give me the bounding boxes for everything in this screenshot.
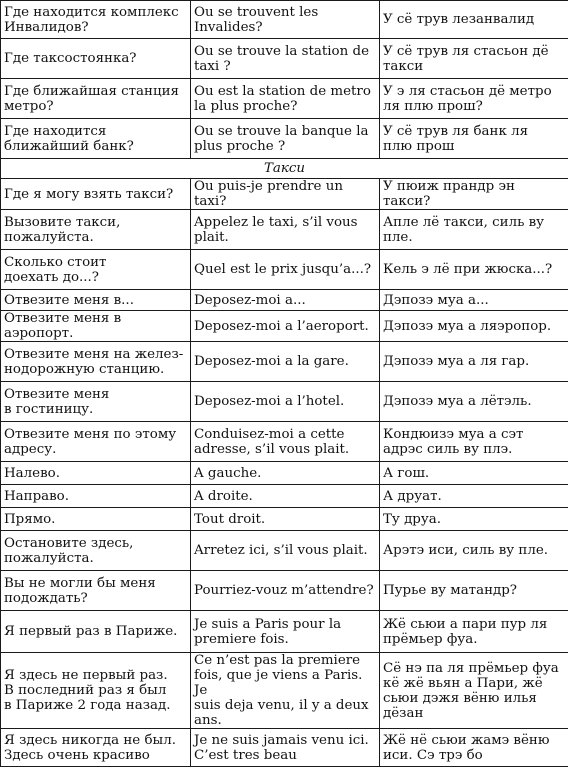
french-phrase: Arretez ici, s’il vous plait. [191, 531, 380, 571]
russian-phrase: Вы не могли бы меня подождать? [1, 571, 191, 611]
french-phrase: A droite. [191, 485, 380, 508]
transliteration: Кондюизэ муа а сэт адрэс силь ву плэ. [380, 422, 568, 462]
section-title: Такси [1, 159, 568, 179]
russian-phrase: Я первый раз в Париже. [1, 611, 191, 653]
french-phrase: Ou puis-je prendre un taxi? [191, 179, 380, 210]
russian-phrase: Где я могу взять такси? [1, 179, 191, 210]
french-phrase: Deposez-moi a la gare. [191, 342, 380, 382]
russian-phrase: Прямо. [1, 508, 191, 531]
phrase-row [1, 1, 568, 39]
russian-phrase: Где таксостоянка? [1, 39, 191, 79]
french-phrase: Deposez-moi a l’hotel. [191, 382, 380, 422]
russian-phrase: Отвезите меня в аэропорт. [1, 311, 191, 342]
russian-phrase: Отвезите меня на желез- нодорожную станцию. [1, 342, 191, 382]
transliteration: Жё сьюи а пари пур ля прёмьер фуа. [380, 611, 568, 653]
transliteration: Жё нё сьюи жамэ вёню иси. Сэ трэ бо [380, 729, 568, 767]
phrase-row [1, 210, 568, 250]
french-phrase: Ou se trouvent les Invalides? [191, 1, 380, 39]
transliteration: Дэпозэ муа а лётэль. [380, 382, 568, 422]
transliteration: Апле лё такси, силь ву пле. [380, 210, 568, 250]
russian-phrase: Где находится комплекс Инвалидов? [1, 1, 191, 39]
transliteration: Арэтэ иси, силь ву пле. [380, 531, 568, 571]
russian-phrase: Направо. [1, 485, 191, 508]
transliteration: Дэпозэ муа а... [380, 290, 568, 311]
phrase-row [1, 485, 568, 508]
transliteration: Дэпозэ муа а ляэропор. [380, 311, 568, 342]
russian-phrase: Налево. [1, 462, 191, 485]
french-phrase: Pourriez-vouz m’attendre? [191, 571, 380, 611]
transliteration: У э ля стасьон дё метро ля плю прош? [380, 79, 568, 119]
transliteration: А друат. [380, 485, 568, 508]
phrase-row [1, 653, 568, 729]
french-phrase: Conduisez-moi a cette adresse, s’il vous plait. [191, 422, 380, 462]
russian-phrase: Остановите здесь, пожалуйста. [1, 531, 191, 571]
french-phrase: A gauche. [191, 462, 380, 485]
phrase-row [1, 531, 568, 571]
transliteration: У сё трув ля банк ля плю прош [380, 119, 568, 159]
transliteration: Пурье ву матандр? [380, 571, 568, 611]
phrase-row [1, 422, 568, 462]
french-phrase: Ou se trouve la station de taxi ? [191, 39, 380, 79]
transliteration: А гош. [380, 462, 568, 485]
phrase-row [1, 119, 568, 159]
french-phrase: Deposez-moi a l’aeroport. [191, 311, 380, 342]
russian-phrase: Сколько стоит доехать до...? [1, 250, 191, 290]
russian-phrase: Отвезите меня в... [1, 290, 191, 311]
phrase-row [1, 462, 568, 485]
transliteration: Сё нэ па ля прёмьер фуа кё жё вьян а Пари, жё сьюи дэжя вёню илья дёзан [380, 653, 568, 729]
russian-phrase: Отвезите меня по этому адресу. [1, 422, 191, 462]
phrase-row [1, 729, 568, 767]
phrase-row [1, 571, 568, 611]
phrasebook-body [1, 1, 568, 767]
phrase-row [1, 250, 568, 290]
transliteration: Ту друа. [380, 508, 568, 531]
phrase-row [1, 508, 568, 531]
russian-phrase: Отвезите меня в гостиницу. [1, 382, 191, 422]
french-phrase: Quel est le prix jusqu’a...? [191, 250, 380, 290]
french-phrase: Appelez le taxi, s’il vous plait. [191, 210, 380, 250]
french-phrase: Tout droit. [191, 508, 380, 531]
french-phrase: Je ne suis jamais venu ici. C’est tres beau [191, 729, 380, 767]
transliteration: Дэпозэ муа а ля гар. [380, 342, 568, 382]
transliteration: У пюиж прандр эн такси? [380, 179, 568, 210]
transliteration: У сё трув лезанвалид [380, 1, 568, 39]
phrase-row [1, 39, 568, 79]
section-header-row [1, 159, 568, 179]
phrase-row [1, 382, 568, 422]
russian-phrase: Вызовите такси, пожалуйста. [1, 210, 191, 250]
french-phrase: Ou est la station de metro la plus proche? [191, 79, 380, 119]
russian-phrase: Где ближайшая станция метро? [1, 79, 191, 119]
phrase-row [1, 79, 568, 119]
french-phrase: Ou se trouve la banque la plus proche ? [191, 119, 380, 159]
phrase-row [1, 290, 568, 311]
french-phrase: Je suis a Paris pour la premiere fois. [191, 611, 380, 653]
russian-phrase: Где находится ближайший банк? [1, 119, 191, 159]
transliteration: У сё трув ля стасьон дё такси [380, 39, 568, 79]
russian-phrase: Я здесь не первый раз. В последний раз я был в Париже 2 года назад. [1, 653, 191, 729]
phrase-row [1, 179, 568, 210]
french-phrase: Ce n’est pas la premiere fois, que je viens a Paris. Je suis deja venu, il y a deux ans. [191, 653, 380, 729]
russian-phrase: Я здесь никогда не был. Здесь очень красиво [1, 729, 191, 767]
french-phrase: Deposez-moi a... [191, 290, 380, 311]
phrase-row [1, 342, 568, 382]
transliteration: Кель э лё при жюска...? [380, 250, 568, 290]
phrase-row [1, 611, 568, 653]
phrase-row [1, 311, 568, 342]
